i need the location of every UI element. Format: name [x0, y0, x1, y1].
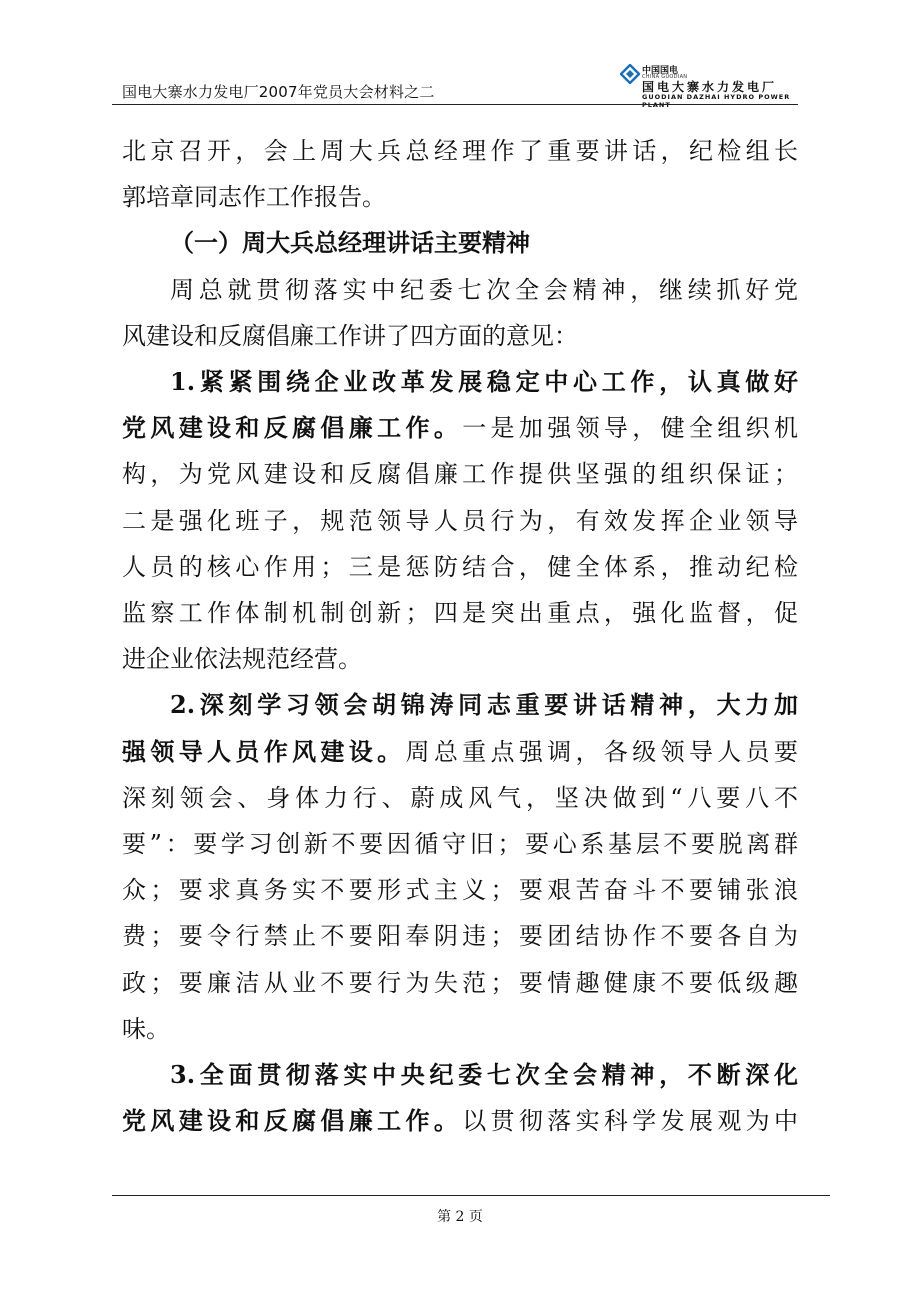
- body-text: 一是加强领导，健全组织机: [462, 414, 799, 443]
- text-line: 众；要求真务实不要形式主义；要艰苦奋斗不要铺张浪: [122, 876, 798, 905]
- text-line: 1.紧紧围绕企业改革发展稳定中心工作，认真做好: [170, 367, 798, 396]
- text-line: 3.全面贯彻落实中央纪委七次全会精神，不断深化: [170, 1060, 798, 1089]
- header-divider: [112, 104, 798, 105]
- logo-cn-small: 中国国电: [642, 66, 679, 76]
- text-line: 味。: [122, 1014, 170, 1043]
- text-line: 郭培章同志作工作报告。: [122, 183, 386, 212]
- text-line: [122, 405, 798, 451]
- logo-en-small: CHINA GUODIAN: [642, 74, 688, 80]
- text-line: 进企业依法规范经营。: [122, 645, 362, 674]
- text-line: 人员的核心作用；三是惩防结合，健全体系，推动纪检: [122, 552, 798, 581]
- text-line: [122, 729, 798, 775]
- text-line: 风建设和反腐倡廉工作讲了四方面的意见：: [122, 321, 578, 350]
- bold-heading-text: 党风建设和反腐倡廉工作。: [122, 1106, 463, 1136]
- page-number: 第 2 页: [437, 1209, 483, 1225]
- text-line: 2.深刻学习领会胡锦涛同志重要讲话精神，大力加: [170, 690, 798, 720]
- header-title: 国电大寨水力发电厂2007年党员大会材料之二: [122, 83, 435, 101]
- body-text: 以贯彻落实科学发展观为中: [462, 1107, 799, 1136]
- bold-heading-text: 党风建设和反腐倡廉工作。: [122, 413, 463, 443]
- text-line: 监察工作体制机制创新；四是突出重点，强化监督，促: [122, 599, 798, 627]
- text-line: 周总就贯彻落实中纪委七次全会精神，继续抓好党: [170, 275, 798, 304]
- company-logo: [620, 60, 798, 109]
- logo-en-big: GUODIAN DAZHAI HYDRO POWER PLANT: [642, 93, 791, 109]
- text-line: 要”：要学习创新不要因循守旧；要心系基层不要脱离群: [122, 830, 798, 858]
- text-line: 费；要令行禁止不要阳奉阴违；要团结协作不要各自为: [122, 922, 798, 951]
- text-line: 深刻领会、身体力行、蔚成风气，坚决做到“八要八不: [122, 783, 798, 812]
- bold-heading-text: 强领导人员作风建设。: [122, 736, 406, 766]
- text-line: 北京召开，会上周大兵总经理作了重要讲话，纪检组长: [122, 137, 798, 165]
- text-line: [122, 1098, 798, 1144]
- logo-cn-big: 国电大寨水力发电厂: [642, 80, 778, 94]
- body-text: 周总重点强调，各级领导人员要: [405, 737, 799, 766]
- text-line: 构，为党风建设和反腐倡廉工作提供坚强的组织保证；: [122, 460, 798, 489]
- page-header: [122, 60, 798, 109]
- text-line: 政；要廉洁从业不要行为失范；要情趣健康不要低级趣: [122, 968, 798, 997]
- text-line: 二是强化班子，规范领导人员行为，有效发挥企业领导: [122, 506, 798, 535]
- footer-divider: [112, 1195, 830, 1196]
- guodian-logo-icon: [620, 64, 640, 84]
- text-line: （一）周大兵总经理讲话主要精神: [170, 228, 530, 258]
